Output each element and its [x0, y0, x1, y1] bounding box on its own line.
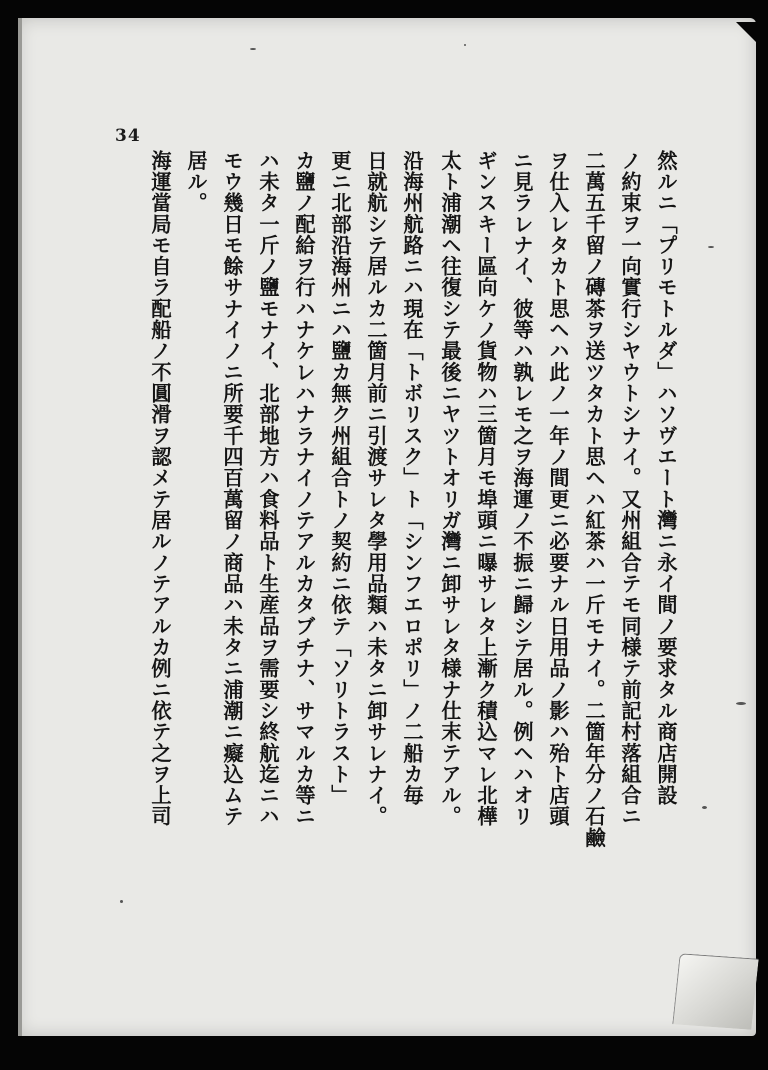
page-number: 34	[115, 126, 141, 146]
text-column-8: 沿海州航路ニハ現在「トボリスク」ト「シンフエロポリ」ノ二船カ毎	[400, 150, 424, 806]
paper-speck	[120, 900, 123, 903]
text-column-14: 居ル。	[184, 150, 208, 214]
text-column-12: ハ未タ一斤ノ鹽モナイ、北部地方ハ食料品ト生産品ヲ需要シ終航迄ニハ	[256, 150, 280, 828]
text-column-2: ノ約束ヲ一向實行シヤウトシナイ。又州組合テモ同様テ前記村落組合ニ	[618, 150, 642, 828]
text-column-15: 海運當局モ自ラ配船ノ不圓滑ヲ認メテ居ルノテアルカ例ニ依テ之ヲ上司	[148, 150, 172, 828]
paper-speck	[464, 44, 466, 46]
text-column-4: ヲ仕入レタカト思ヘハ此ノ一年ノ間更ニ必要ナル日用品ノ影ハ殆ト店頭	[546, 150, 570, 828]
text-column-13: モウ幾日モ餘サナイノニ所要千四百萬留ノ商品ハ未タニ浦潮ニ癡込ムテ	[220, 150, 244, 828]
page-corner-curl	[672, 953, 758, 1030]
paper-speck	[250, 48, 256, 50]
torn-corner	[736, 22, 756, 42]
text-column-7: 太ト浦潮ヘ往復シテ最後ニヤツトオリガ灣ニ卸サレタ様ナ仕末テアル。	[438, 150, 462, 828]
text-column-5: ニ見ラレナイ、彼等ハ孰レモ之ヲ海運ノ不振ニ歸シテ居ル。例ヘハオリ	[510, 150, 534, 828]
text-column-6: ギンスキー區向ケノ貨物ハ三箇月モ埠頭ニ曝サレタ上漸ク積込マレ北樺	[474, 150, 498, 828]
text-column-3: 二萬五千留ノ磚茶ヲ送ツタカト思ヘハ紅茶ハ一斤モナイ。二箇年分ノ石鹼	[582, 150, 606, 849]
text-column-1: 然ルニ「プリモトルダ」ハソヴエート灣ニ永イ間ノ要求タル商店開設	[654, 150, 678, 806]
page-edge	[18, 18, 22, 1036]
text-column-10: 更ニ北部沿海州ニハ鹽カ無ク州組合トノ契約ニ依テ「ソリトラスト」	[328, 150, 352, 806]
paper-speck	[702, 806, 707, 809]
paper-speck	[708, 246, 714, 248]
text-column-11: カ鹽ノ配給ヲ行ハナケレハナラナイノテアルカタブチナ、サマルカ等ニ	[292, 150, 316, 828]
text-column-9: 日就航シテ居ルカ二箇月前ニ引渡サレタ學用品類ハ未タニ卸サレナイ。	[364, 150, 388, 828]
paper-speck	[736, 702, 746, 705]
